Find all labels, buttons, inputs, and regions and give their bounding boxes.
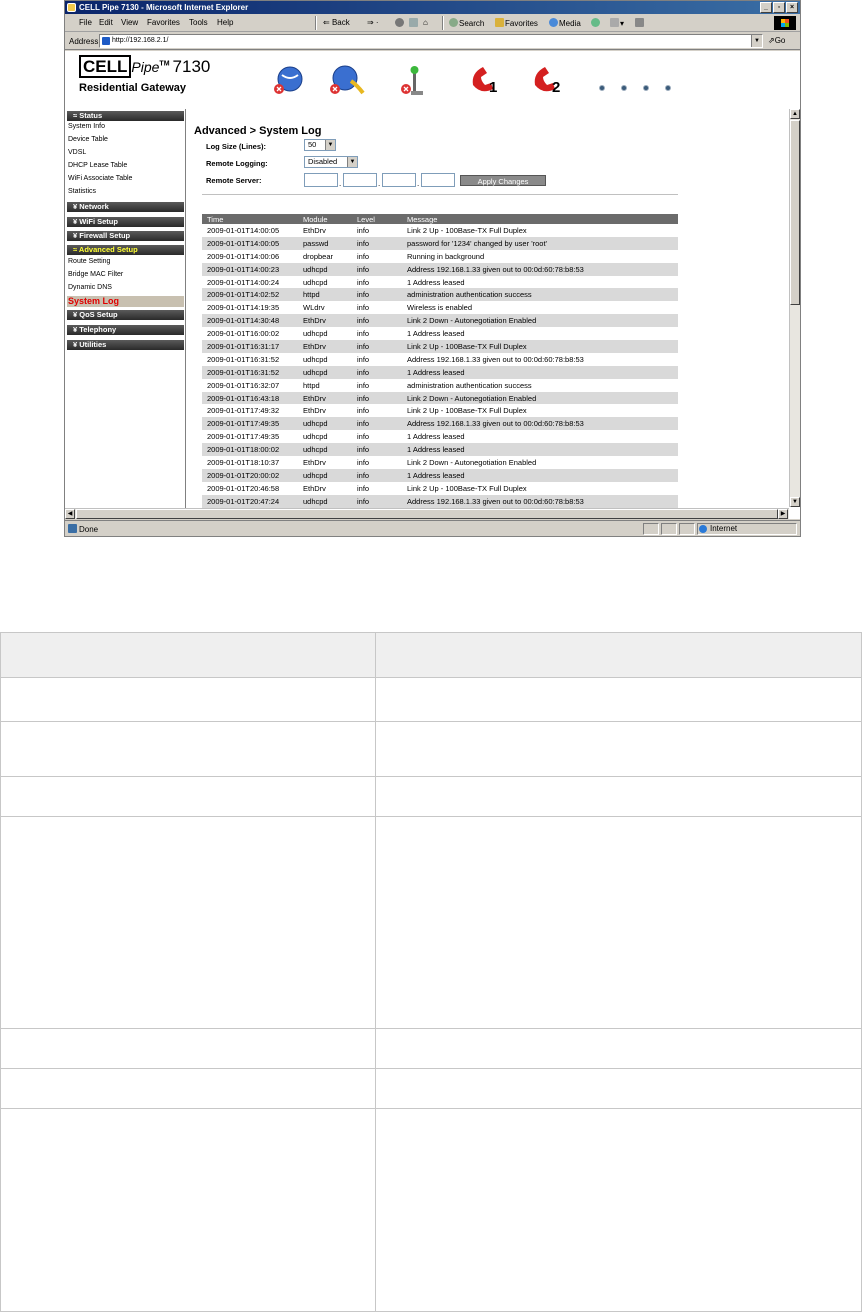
col-level: Level [352, 214, 402, 224]
log-level: info [352, 392, 402, 405]
doc-header-cell [376, 633, 862, 678]
log-level: info [357, 432, 370, 442]
log-message: Address 192.168.1.33 given out to 00:0d:60:78:b8:53 [402, 417, 678, 430]
log-message: Link 2 Down - Autonegotiation Enabled [402, 314, 678, 327]
home-button[interactable] [423, 18, 428, 27]
log-time: 2009-01-01T18:10:37 [207, 457, 280, 467]
app-icon [67, 3, 76, 12]
phone-line-2-label: 2 [552, 79, 561, 96]
status-bar [65, 520, 800, 536]
log-time: 2009-01-01T16:00:02 [207, 329, 280, 339]
window-title: CELL Pipe 7130 - Microsoft Internet Explorer [79, 3, 249, 12]
doc-row [1, 1029, 862, 1069]
log-row [202, 379, 678, 392]
nav-firewall-setup[interactable]: ¥ Firewall Setup [67, 231, 184, 241]
menu-bar [65, 14, 800, 32]
log-row [202, 276, 678, 289]
internet-globe-icon [271, 65, 307, 97]
doc-row [1, 777, 862, 817]
log-time: 2009-01-01T16:31:52 [207, 354, 280, 364]
doc-header-cell [1, 633, 376, 678]
menu-help[interactable]: Help [217, 18, 234, 27]
status-text: Done [79, 525, 99, 534]
log-message: Running in background [407, 251, 485, 261]
doc-row [1, 1069, 862, 1109]
log-module: EthDrv [303, 406, 326, 416]
close-button[interactable]: × [786, 2, 798, 13]
vertical-scrollbar[interactable] [789, 109, 800, 507]
log-level: info [352, 340, 402, 353]
print-icon [635, 18, 644, 27]
log-row [202, 224, 678, 237]
col-time: Time [202, 214, 298, 224]
search-icon [449, 18, 458, 27]
print-button[interactable] [635, 18, 645, 28]
scroll-thumb[interactable] [76, 509, 778, 519]
log-message: 1 Address leased [407, 329, 465, 339]
nav-item-wifi-associate-table[interactable]: WiFi Associate Table [68, 175, 133, 182]
vdsl-antenna-icon [399, 65, 425, 97]
nav-qos-setup[interactable]: ¥ QoS Setup [67, 310, 184, 320]
media-button[interactable]: Media [549, 18, 581, 28]
log-time: 2009-01-01T20:46:58 [207, 483, 280, 493]
log-message: Link 2 Down - Autonegotiation Enabled [402, 392, 678, 405]
log-module: udhcpd [303, 329, 328, 339]
page-viewport [65, 51, 800, 519]
log-message: Address 192.168.1.33 given out to 00:0d:60:78:b8:53 [407, 354, 584, 364]
maximize-button[interactable]: ▫ [773, 2, 785, 13]
led-indicator [643, 85, 649, 91]
log-row [202, 404, 678, 417]
log-level: info [357, 303, 370, 313]
log-level: info [357, 457, 370, 467]
log-time: 2009-01-01T16:31:52 [202, 366, 298, 379]
system-log-table [202, 214, 678, 508]
doc-row [1, 1109, 862, 1312]
log-time: 2009-01-01T16:32:07 [207, 380, 280, 390]
log-message: Link 2 Up - 100Base-TX Full Duplex [407, 406, 527, 416]
log-level: info [357, 329, 370, 339]
log-row [202, 288, 678, 301]
mail-button[interactable]: ▾ [610, 18, 624, 28]
led-indicator [621, 85, 627, 91]
home-icon: ⌂ [423, 18, 428, 27]
log-level: info [352, 469, 402, 482]
nav-item-dhcp-lease-table[interactable]: DHCP Lease Table [68, 162, 128, 169]
log-level: info [352, 366, 402, 379]
menu-view[interactable]: View [121, 18, 139, 27]
nav-item-route-setting[interactable]: Route Setting [68, 258, 111, 265]
stop-button[interactable] [395, 18, 405, 28]
divider [202, 194, 678, 195]
log-time: 2009-01-01T16:31:17 [202, 340, 298, 353]
log-level: info [357, 483, 370, 493]
log-level: info [352, 288, 402, 301]
log-module: passwd [298, 237, 352, 250]
scroll-left-icon[interactable]: ◀ [65, 509, 75, 519]
log-time: 2009-01-01T14:00:05 [207, 225, 280, 235]
log-row [202, 443, 678, 456]
media-icon [549, 18, 558, 27]
remote-server-octet-1[interactable] [304, 173, 338, 187]
history-icon [591, 18, 600, 27]
log-time: 2009-01-01T14:00:06 [207, 251, 280, 261]
log-row [202, 392, 678, 405]
nav-telephony[interactable]: ¥ Telephony [67, 325, 184, 335]
document-table [0, 632, 862, 1312]
log-time: 2009-01-01T18:00:02 [202, 443, 298, 456]
log-message: administration authentication success [402, 288, 678, 301]
log-message: 1 Address leased [402, 443, 678, 456]
remote-server-label: Remote Server: [206, 176, 262, 185]
log-level: info [352, 417, 402, 430]
address-dropdown-icon[interactable]: ▼ [751, 35, 762, 47]
scroll-up-icon[interactable]: ▲ [790, 109, 800, 119]
refresh-button[interactable] [409, 18, 419, 28]
log-level: info [357, 277, 370, 287]
page-done-icon [68, 524, 77, 533]
log-row [202, 250, 678, 263]
log-row [202, 366, 678, 379]
log-module: udhcpd [303, 354, 328, 364]
log-time: 2009-01-01T17:49:35 [207, 432, 280, 442]
doc-row [1, 678, 862, 722]
chevron-down-icon: ▼ [325, 140, 335, 150]
address-label: Address [69, 37, 99, 46]
log-message: Address 192.168.1.33 given out to 00:0d:60:78:b8:53 [402, 495, 678, 508]
log-module: udhcpd [303, 277, 328, 287]
col-message: Message [402, 214, 678, 224]
toolbar-separator [442, 16, 444, 30]
doc-row [1, 817, 862, 1029]
apply-changes-button[interactable]: Apply Changes [460, 175, 546, 186]
phone-line-1-label: 1 [489, 79, 498, 96]
log-message: Wireless is enabled [407, 303, 473, 313]
log-row [202, 301, 678, 314]
log-row [202, 327, 678, 340]
log-message: 1 Address leased [407, 432, 465, 442]
page-title: Advanced > System Log [194, 125, 322, 137]
nav-network[interactable]: ¥ Network [67, 202, 184, 212]
log-time: 2009-01-01T14:02:52 [202, 288, 298, 301]
back-button[interactable]: ⇐ Back [323, 18, 350, 27]
log-size-select[interactable]: 50 ▼ [304, 139, 336, 151]
log-module: EthDrv [303, 483, 326, 493]
log-level: info [352, 443, 402, 456]
minimize-button[interactable]: _ [760, 2, 772, 13]
log-time: 2009-01-01T14:00:05 [202, 237, 298, 250]
log-time: 2009-01-01T16:43:18 [202, 392, 298, 405]
log-module: EthDrv [303, 457, 326, 467]
log-time: 2009-01-01T14:00:24 [207, 277, 280, 287]
log-module: udhcpd [298, 417, 352, 430]
log-message: Link 2 Down - Autonegotiation Enabled [407, 457, 537, 467]
stop-icon [395, 18, 404, 27]
horizontal-scrollbar[interactable] [65, 508, 789, 519]
remote-server-octet-4[interactable] [421, 173, 455, 187]
scroll-down-icon[interactable]: ▼ [790, 497, 800, 507]
forward-button[interactable] [367, 18, 379, 27]
remote-server-octet-3[interactable] [382, 173, 416, 187]
remote-logging-select[interactable]: Disabled ▼ [304, 156, 358, 168]
log-module: udhcpd [298, 366, 352, 379]
log-module: WLdrv [303, 303, 325, 313]
favorites-icon [495, 18, 504, 27]
nav-advanced-setup[interactable]: ≈ Advanced Setup [67, 245, 184, 255]
log-message: 1 Address leased [402, 366, 678, 379]
log-time: 2009-01-01T14:30:48 [202, 314, 298, 327]
title-bar [65, 1, 800, 14]
log-module: EthDrv [298, 340, 352, 353]
nav-item-system-log[interactable]: System Log [67, 296, 184, 307]
left-navigation [65, 109, 186, 508]
log-row [202, 353, 678, 366]
log-row [202, 495, 678, 508]
log-row [202, 340, 678, 353]
log-row [202, 263, 678, 276]
menu-tools[interactable]: Tools [189, 18, 208, 27]
remote-logging-label: Remote Logging: [206, 159, 268, 168]
log-level: info [352, 263, 402, 276]
doc-header-row [1, 633, 862, 678]
log-time: 2009-01-01T20:00:02 [202, 469, 298, 482]
nav-wifi-setup[interactable]: ¥ WiFi Setup [67, 217, 184, 227]
wifi-globe-icon [327, 65, 367, 97]
log-level: info [352, 314, 402, 327]
nav-item-system-info[interactable]: System Info [68, 123, 105, 130]
history-button[interactable] [591, 18, 601, 28]
log-module: udhcpd [298, 469, 352, 482]
log-row [202, 314, 678, 327]
log-header-row [202, 214, 678, 224]
log-row [202, 430, 678, 443]
refresh-icon [409, 18, 418, 27]
log-level: info [352, 237, 402, 250]
log-module: udhcpd [298, 495, 352, 508]
log-module: EthDrv [298, 392, 352, 405]
security-zone: Internet [699, 524, 737, 533]
log-module: udhcpd [298, 443, 352, 456]
nav-item-vdsl[interactable]: VDSL [68, 149, 87, 156]
log-module: udhcpd [303, 432, 328, 442]
log-row [202, 456, 678, 469]
chevron-down-icon: ▼ [347, 157, 357, 167]
windows-logo-icon [774, 16, 796, 30]
mail-icon [610, 18, 619, 27]
nav-item-statistics[interactable]: Statistics [68, 188, 97, 195]
log-message: password for '1234' changed by user 'root' [402, 237, 678, 250]
nav-item-device-table[interactable]: Device Table [68, 136, 108, 143]
log-row [202, 237, 678, 250]
log-module: EthDrv [303, 225, 326, 235]
search-button[interactable]: Search [449, 18, 484, 28]
nav-utilities[interactable]: ¥ Utilities [67, 340, 184, 350]
go-arrow-icon: ⇗ [768, 36, 775, 45]
address-input[interactable]: http://192.168.2.1/ ▼ [99, 34, 763, 48]
col-module: Module [298, 214, 352, 224]
log-time: 2009-01-01T17:49:35 [202, 417, 298, 430]
log-time: 2009-01-01T14:19:35 [207, 303, 280, 313]
log-module: dropbear [303, 251, 334, 261]
led-indicator [599, 85, 605, 91]
browser-window [64, 0, 801, 537]
log-time: 2009-01-01T17:49:32 [207, 406, 280, 416]
page-icon [102, 37, 110, 45]
scroll-thumb[interactable] [790, 120, 800, 305]
log-module: udhcpd [298, 263, 352, 276]
log-module: EthDrv [298, 314, 352, 327]
log-level: info [357, 406, 370, 416]
remote-server-octet-2[interactable] [343, 173, 377, 187]
log-module: httpd [298, 288, 352, 301]
log-body [202, 224, 678, 508]
led-indicator [665, 85, 671, 91]
scroll-right-icon[interactable]: ▶ [778, 509, 788, 519]
log-row [202, 469, 678, 482]
nav-item-bridge-mac-filter[interactable]: Bridge MAC Filter [68, 271, 124, 278]
log-time: 2009-01-01T20:47:24 [202, 495, 298, 508]
menu-file[interactable]: File [79, 18, 92, 27]
log-row [202, 417, 678, 430]
menu-edit[interactable]: Edit [99, 18, 113, 27]
log-message: 1 Address leased [407, 277, 465, 287]
address-bar [65, 32, 800, 50]
log-row [202, 482, 678, 495]
log-message: Link 2 Up - 100Base-TX Full Duplex [402, 340, 678, 353]
log-message: 1 Address leased [402, 469, 678, 482]
log-message: Link 2 Up - 100Base-TX Full Duplex [407, 483, 527, 493]
log-level: info [357, 380, 370, 390]
favorites-button[interactable]: Favorites [495, 18, 538, 28]
log-time: 2009-01-01T14:00:23 [202, 263, 298, 276]
nav-item-dynamic-dns[interactable]: Dynamic DNS [68, 284, 112, 291]
cellpipe-logo: CELL Pipe™ 7130 Residential Gateway [79, 57, 211, 94]
main-content: Advanced > System Log Log Size (Lines): 50 ▼ Remote Logging: Disabled ▼ Remote Server: . . . Apply Changes Time Module Level Message 2009-01-01T14:00:05 EthDrv info Link 2 Up - 100Base-TX Full Duplex 2009-01-01T14:00:05 passwd info password for '1234' changed by user 'root' 2009-01-01T14:00:06 dropbear info Running in background 2009-01-01T14:00:23 udhcpd info Address 192.168.1.33 given out to 00:0d:60:78:b8:53 2009-01-01T14:00:24 udhcpd info 1 Address leased 2009-01-01T14:02:52 httpd info administration authentication success 2009-01-01T14:19:35 WLdrv info Wireless is enabled 2009-01-01T14:30:48 EthDrv info Link 2 Down - Autonegotiation Enabled 2009-01-01T16:00:02 udhcpd info 1 Address leased 2009-01-01T16:31:17 EthDrv info Link 2 Up - 100Base-TX Full Duplex 2009-01-01T16:31:52 udhcpd info Address 192.168.1.33 given out to 00:0d:60:78:b8:53 2009-01-01T16:31:52 udhcpd info 1 Address leased 2009-01-01T16:32:07 httpd info administration authentication success 2009-01-01T16:43:18 EthDrv info Link 2 Down - Autonegotiation Enabled 2009-01-01T17:49:32 EthDrv info Link 2 Up - 100Base-TX Full Duplex 2009-01-01T17:49:35 udhcpd info Address 192.168.1.33 given out to 00:0d:60:78:b8:53 2009-01-01T17:49:35 udhcpd info 1 Address leased 2009-01-01T18:00:02 udhcpd info 1 Address leased 2009-01-01T18:10:37 EthDrv info Link 2 Down - Autonegotiation Enabled 2009-01-01T20:00:02 udhcpd info 1 Address leased 2009-01-01T20:46:58 EthDrv info Link 2 Up - 100Base-TX Full Duplex 2009-01-01T20:47:24 udhcpd info Address 192.168.1.33 given out to 00:0d:60:78:b8:53 [192, 109, 788, 508]
log-module: httpd [303, 380, 320, 390]
log-level: info [357, 251, 370, 261]
doc-row [1, 722, 862, 777]
back-arrow-icon: ⇐ [323, 18, 330, 27]
log-message: Link 2 Up - 100Base-TX Full Duplex [407, 225, 527, 235]
gateway-header [65, 51, 789, 108]
log-size-label: Log Size (Lines): [206, 142, 266, 151]
go-button[interactable]: ⇗Go [768, 36, 786, 45]
log-level: info [357, 354, 370, 364]
toolbar-separator [315, 16, 317, 30]
log-level: info [357, 225, 370, 235]
nav-status[interactable]: ≈ Status [67, 111, 184, 121]
menu-favorites[interactable]: Favorites [147, 18, 180, 27]
log-message: administration authentication success [407, 380, 532, 390]
log-message: Address 192.168.1.33 given out to 00:0d:60:78:b8:53 [402, 263, 678, 276]
forward-arrow-icon: ⇒ · [367, 18, 379, 27]
log-level: info [352, 495, 402, 508]
